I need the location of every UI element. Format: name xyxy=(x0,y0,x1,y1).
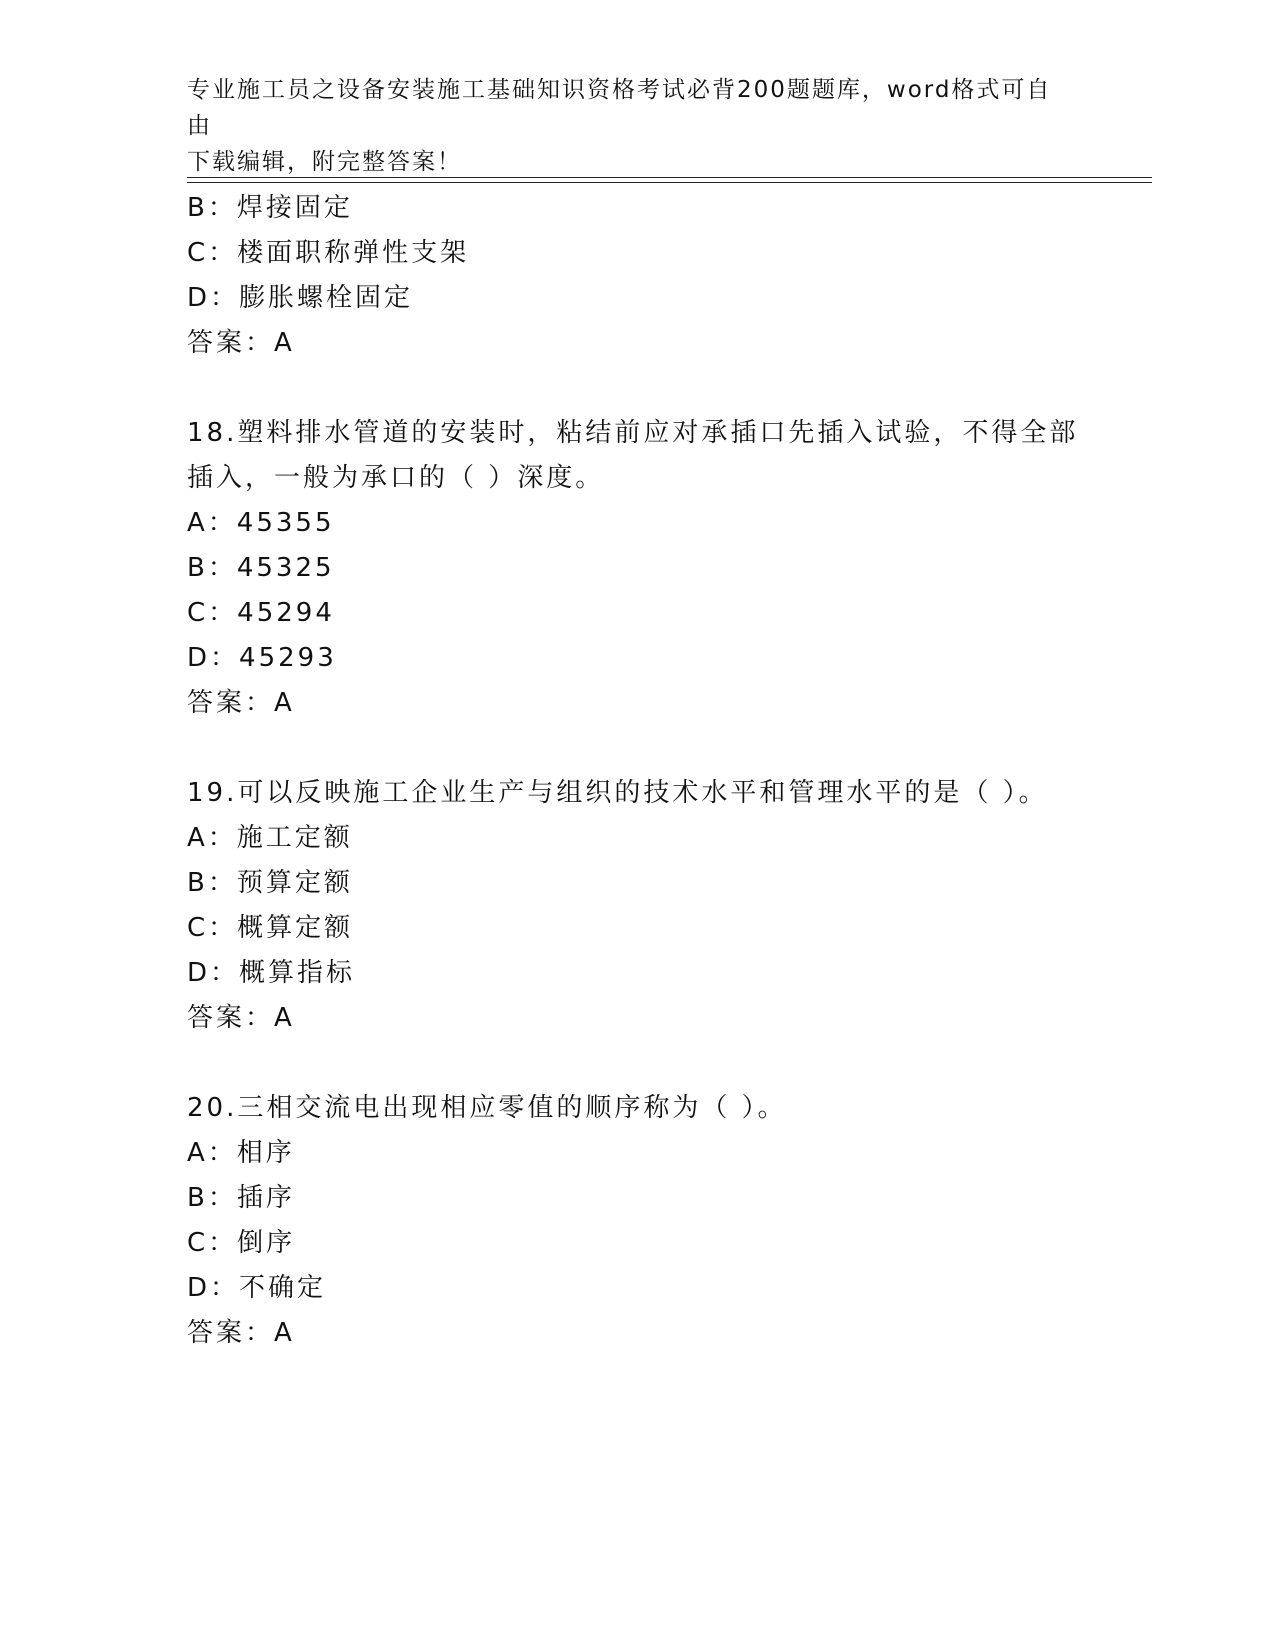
q18-stem-line-2: 插入，一般为承口的（ ）深度。 xyxy=(187,463,605,493)
header-divider-bottom xyxy=(187,182,1152,183)
q18-option-b: B：45325 xyxy=(187,553,335,583)
q18-answer: 答案：A xyxy=(187,688,295,718)
q19-answer: 答案：A xyxy=(187,1003,295,1033)
q19-option-a: A：施工定额 xyxy=(187,823,353,853)
q17-option-d: D：膨胀螺栓固定 xyxy=(187,283,414,313)
header-line-2: 下载编辑，附完整答案！ xyxy=(187,149,462,175)
q19-option-d: D：概算指标 xyxy=(187,958,356,988)
q17-answer: 答案：A xyxy=(187,328,295,358)
q20-option-a: A：相序 xyxy=(187,1138,295,1168)
q20-option-b: B：插序 xyxy=(187,1183,295,1213)
q18-option-a: A：45355 xyxy=(187,508,335,538)
q18-option-d: D：45293 xyxy=(187,643,337,673)
q20-option-d: D：不确定 xyxy=(187,1273,327,1303)
header-line-1: 专业施工员之设备安装施工基础知识资格考试必背200题题库，word格式可自由 xyxy=(187,77,1052,139)
document-header xyxy=(187,72,1067,180)
q19-option-c: C：概算定额 xyxy=(187,913,354,943)
q18-stem-line-1: 18.塑料排水管道的安装时，粘结前应对承插口先插入试验，不得全部 xyxy=(187,418,1079,448)
q18-option-c: C：45294 xyxy=(187,598,335,628)
q20-answer: 答案：A xyxy=(187,1318,295,1348)
q20-option-c: C：倒序 xyxy=(187,1228,296,1258)
q19-option-b: B：预算定额 xyxy=(187,868,353,898)
q17-option-b: B：焊接固定 xyxy=(187,193,353,223)
q19-stem: 19.可以反映施工企业生产与组织的技术水平和管理水平的是（ ）。 xyxy=(187,778,1048,808)
q17-option-c: C：楼面职称弹性支架 xyxy=(187,238,470,268)
header-divider-top xyxy=(187,177,1152,178)
q20-stem: 20.三相交流电出现相应零值的顺序称为（ ）。 xyxy=(187,1093,787,1123)
